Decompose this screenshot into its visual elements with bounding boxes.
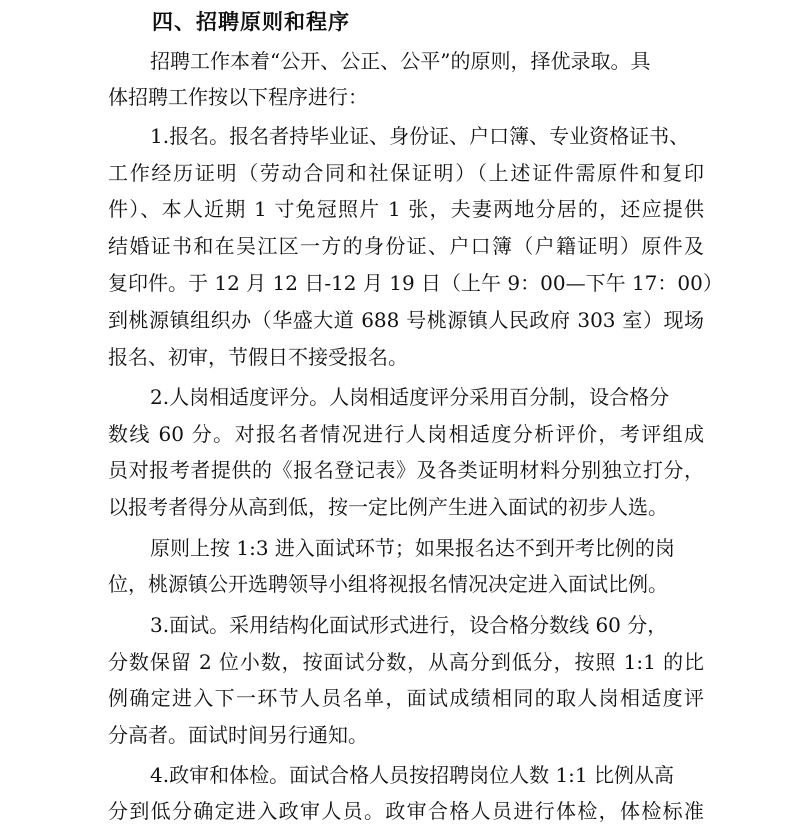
paragraph-line: 件）、本人近期 1 寸免冠照片 1 张，夫妻两地分居的，还应提供 (108, 197, 704, 221)
paragraph-line: 员对报考者提供的《报名登记表》及各类证明材料分别独立打分， (108, 458, 704, 482)
paragraph-line: 报名、初审，节假日不接受报名。 (108, 345, 408, 369)
paragraph-line: 工作经历证明（劳动合同和社保证明）（上述证件需原件和复印 (108, 161, 704, 185)
paragraph-line: 4.政审和体检。面试合格人员按招聘岗位人数 1:1 比例从高 (150, 763, 674, 787)
paragraph-line: 招聘工作本着“公开、公正、公平”的原则，择优录取。具 (150, 49, 651, 73)
paragraph-line: 以报考者得分从高到低，按一定比例产生进入面试的初步人选。 (108, 495, 668, 519)
paragraph-line: 例确定进入下一环节人员名单，面试成绩相同的取人岗相适度评 (108, 686, 704, 710)
paragraph-line: 分数保留 2 位小数，按面试分数，从高分到低分，按照 1:1 的比 (108, 650, 704, 674)
paragraph-line: 数线 60 分。对报名者情况进行人岗相适度分析评价，考评组成 (108, 422, 704, 446)
paragraph-line: 复印件。于 12 月 12 日-12 月 19 日（上午 9：00—下午 17：00） (108, 271, 723, 295)
paragraph-line: 结婚证书和在吴江区一方的身份证、户口簿（户籍证明）原件及 (108, 234, 704, 258)
section-heading: 四、招聘原则和程序 (152, 10, 350, 34)
paragraph-line: 2.人岗相适度评分。人岗相适度评分采用百分制，设合格分 (150, 385, 670, 409)
paragraph-line: 位，桃源镇公开选聘领导小组将视报名情况决定进入面试比例。 (108, 572, 668, 596)
paragraph-line: 1.报名。报名者持毕业证、身份证、户口簿、专业资格证书、 (150, 124, 690, 148)
paragraph-line: 分高者。面试时间另行通知。 (108, 723, 368, 747)
paragraph-line: 到桃源镇组织办（华盛大道 688 号桃源镇人民政府 303 室）现场 (108, 308, 704, 332)
paragraph-line: 分到低分确定进入政审人员。政审合格人员进行体检，体检标准 (108, 799, 704, 823)
paragraph-line: 原则上按 1:3 进入面试环节；如果报名达不到开考比例的岗 (150, 536, 675, 560)
paragraph-line: 体招聘工作按以下程序进行： (108, 85, 368, 109)
paragraph-line: 3.面试。采用结构化面试形式进行，设合格分数线 60 分， (150, 613, 668, 637)
